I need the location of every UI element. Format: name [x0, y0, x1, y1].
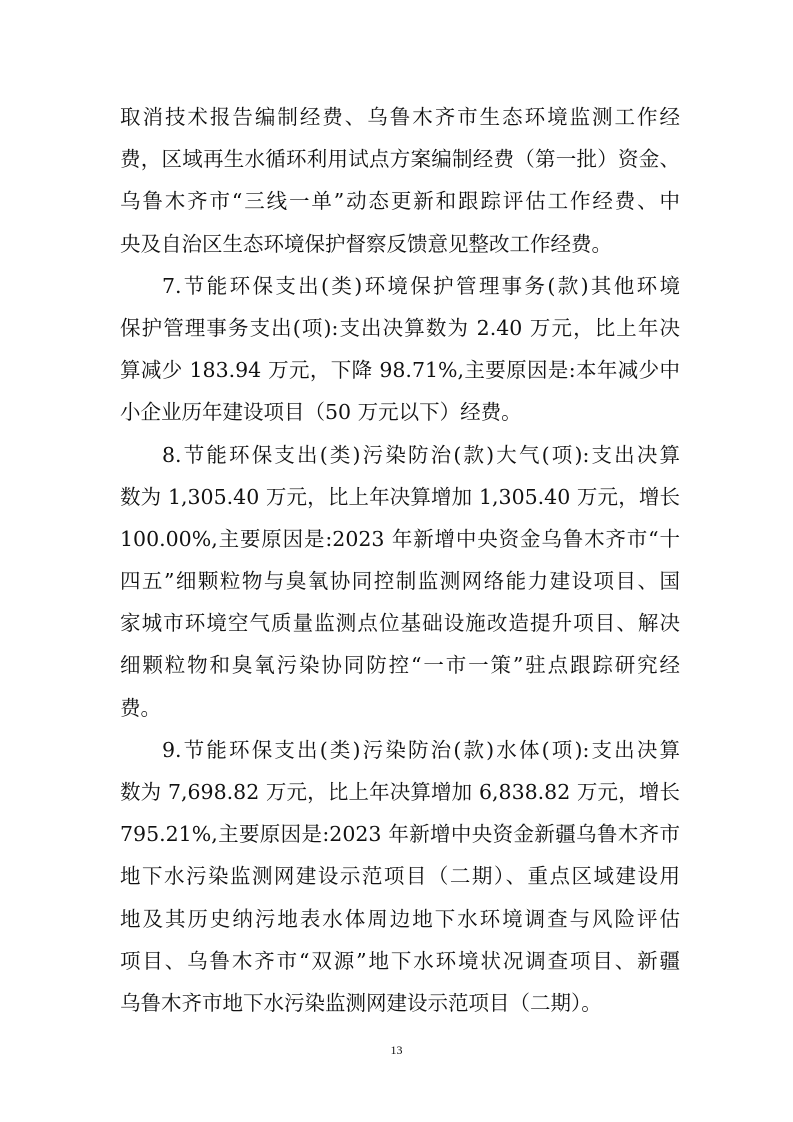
paragraph-line: 乌鲁木齐市“三线一单”动态更新和跟踪评估工作经费、中	[120, 189, 680, 214]
page-number: 13	[390, 1043, 403, 1057]
paragraph-line: 项目、乌鲁木齐市“双源”地下水环境状况调查项目、新疆	[120, 948, 680, 973]
paragraph-line: 细颗粒物和臭氧污染协同防控“一市一策”驻点跟踪研究经	[120, 653, 680, 678]
paragraph-line: 7.节能环保支出(类)环境保护管理事务(款)其他环境	[162, 273, 680, 298]
paragraph-line: 795.21%,主要原因是:2023 年新增中央资金新疆乌鲁木齐市	[120, 822, 680, 847]
paragraph-line: 小企业历年建设项目（50 万元以下）经费。	[120, 400, 522, 425]
paragraph-line: 地下水污染监测网建设示范项目（二期）、重点区域建设用	[120, 864, 680, 889]
paragraph-line: 保护管理事务支出(项):支出决算数为 2.40 万元，比上年决	[120, 315, 680, 340]
paragraph-line: 家城市环境空气质量监测点位基础设施改造提升项目、解决	[120, 611, 680, 636]
paragraph-line: 乌鲁木齐市地下水污染监测网建设示范项目（二期）。	[120, 990, 602, 1015]
paragraph-line: 算减少 183.94 万元，下降 98.71%,主要原因是:本年减少中	[120, 358, 680, 383]
paragraph-line: 费，区域再生水循环利用试点方案编制经费（第一批）资金、	[120, 147, 680, 172]
paragraph-line: 地及其历史纳污地表水体周边地下水环境调查与风险评估	[120, 906, 680, 931]
paragraph-line: 四五”细颗粒物与臭氧协同控制监测网络能力建设项目、国	[120, 569, 680, 594]
paragraph-line: 取消技术报告编制经费、乌鲁木齐市生态环境监测工作经	[120, 105, 680, 129]
paragraph-line: 数为 1,305.40 万元，比上年决算增加 1,305.40 万元，增长	[120, 484, 680, 509]
paragraph-line: 9.节能环保支出(类)污染防治(款)水体(项):支出决算	[162, 737, 680, 762]
paragraph-line: 数为 7,698.82 万元，比上年决算增加 6,838.82 万元，增长	[120, 780, 680, 804]
paragraph-line: 100.00%,主要原因是:2023 年新增中央资金乌鲁木齐市“十	[120, 526, 680, 551]
body-text	[120, 96, 680, 1024]
paragraph-line: 费。	[120, 695, 161, 720]
paragraph-line: 8.节能环保支出(类)污染防治(款)大气(项):支出决算	[162, 442, 680, 467]
paragraph-line: 央及自治区生态环境保护督察反馈意见整改工作经费。	[120, 231, 612, 256]
